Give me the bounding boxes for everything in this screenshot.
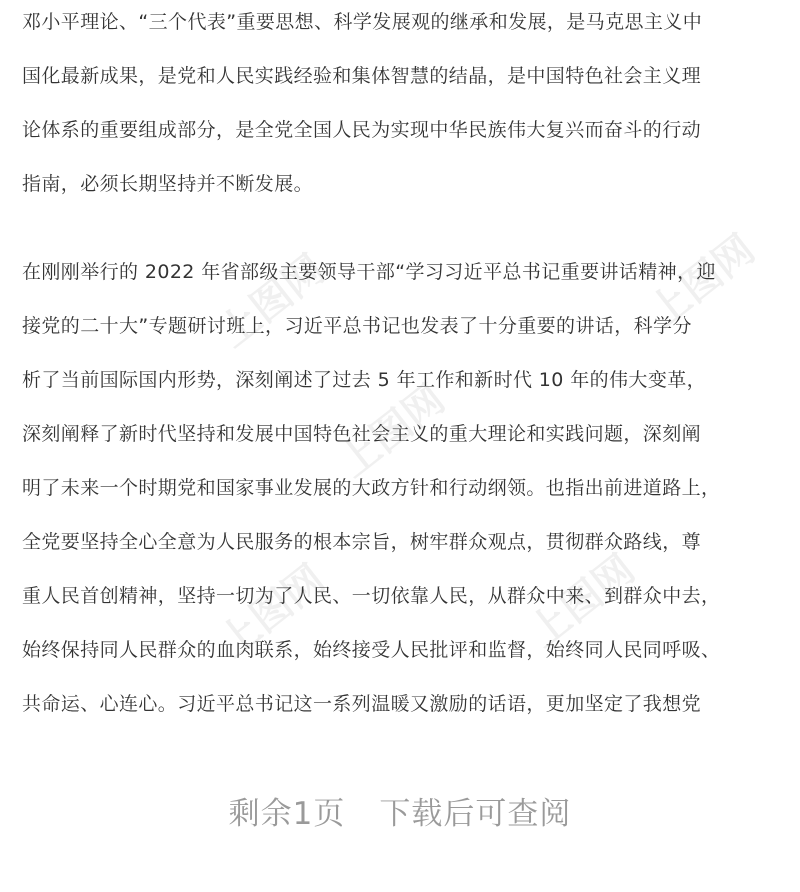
watermark-1: 上图网 — [210, 246, 334, 357]
watermark-4: 上图网 — [210, 556, 334, 667]
paragraph-line: 论体系的重要组成部分，是全党全国人民为实现中华民族伟大复兴而奋斗的行动 — [22, 119, 702, 141]
paragraph-2 — [22, 250, 782, 736]
paragraph-line: 析了当前国际国内形势，深刻阐述了过去 5 年工作和新时代 10 年的伟大变革， — [22, 369, 707, 391]
paragraph-1 — [22, 0, 782, 216]
paragraph-line: 指南，必须长期坚持并不断发展。 — [22, 173, 314, 195]
watermark-5: 上图网 — [520, 546, 644, 657]
paragraph-line: 共命运、心连心。习近平总书记这一系列温暖又激励的话语，更加坚定了我想党 — [22, 693, 702, 715]
paragraph-line: 全党要坚持全心全意为人民服务的根本宗旨，树牢群众观点，贯彻群众路线，尊 — [22, 531, 702, 553]
watermark-2: 上图网 — [640, 226, 764, 337]
paragraph-line: 邓小平理论、“三个代表”重要思想、科学发展观的继承和发展，是马克思主义中 — [22, 11, 703, 33]
paragraph-line: 在刚刚举行的 2022 年省部级主要领导干部“学习习近平总书记重要讲话精神，迎 — [22, 261, 716, 283]
paragraph-line: 明了未来一个时期党和国家事业发展的大政方针和行动纲领。也指出前进道路上， — [22, 477, 721, 499]
download-prompt[interactable] — [0, 788, 800, 833]
watermark-3: 上图网 — [330, 376, 454, 487]
paragraph-spacer — [22, 216, 782, 250]
paragraph-line: 重人民首创精神，坚持一切为了人民、一切依靠人民，从群众中来、到群众中去， — [22, 585, 721, 607]
download-to-view-label[interactable]: 下载后可查阅 — [379, 796, 572, 832]
remaining-pages-label: 剩余1页 — [228, 796, 346, 832]
document-body — [22, 0, 782, 736]
paragraph-line: 始终保持同人民群众的血肉联系，始终接受人民批评和监督，始终同人民同呼吸、 — [22, 639, 721, 661]
paragraph-line: 接党的二十大”专题研讨班上，习近平总书记也发表了十分重要的讲话，科学分 — [22, 315, 692, 337]
paragraph-line: 深刻阐释了新时代坚持和发展中国特色社会主义的重大理论和实践问题，深刻阐 — [22, 423, 702, 445]
paragraph-line: 国化最新成果，是党和人民实践经验和集体智慧的结晶，是中国特色社会主义理 — [22, 65, 702, 87]
